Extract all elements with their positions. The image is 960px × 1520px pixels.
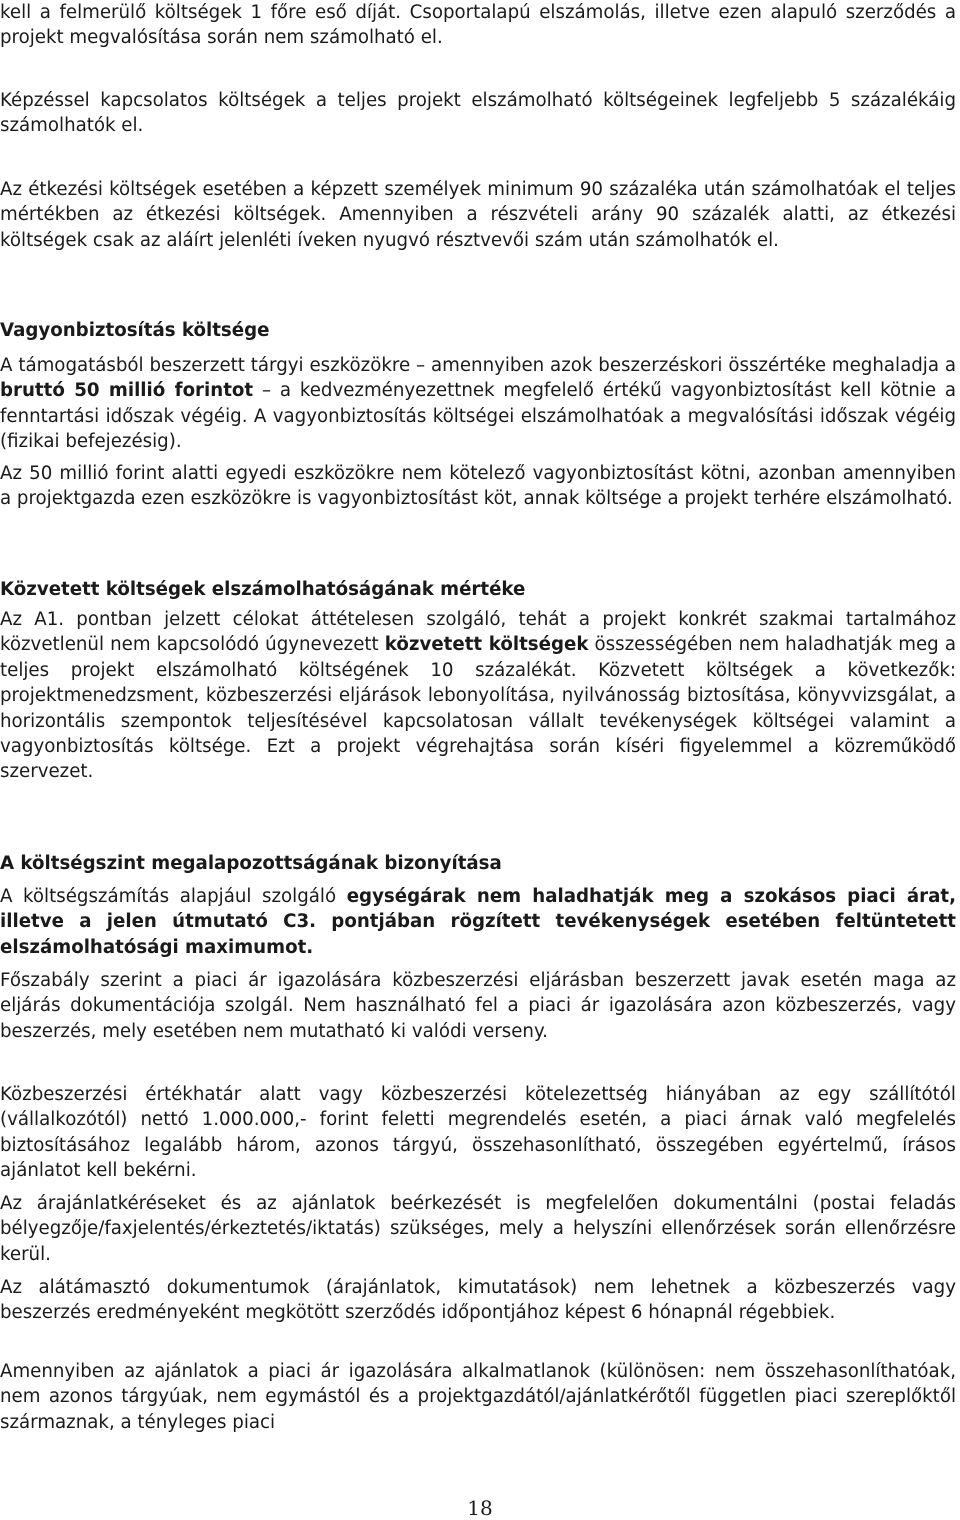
paragraph-unit-prices-bold: egységárak nem haladhatják meg a szokásos piaci árat, illetve a jelen útmutató C3. pontjában rögzített tevékenységek esetében feltüntetett elszámolhatósági maximumot. [0, 886, 956, 958]
paragraph-unit-prices-text-a: A költségszámítás alapjául szolgáló [0, 886, 347, 907]
heading-cost-level-proof: A költségszint megalapozottságának bizonyítása [0, 853, 502, 874]
heading-indirect-costs: Közvetett költségek elszámolhatóságának mértéke [0, 579, 526, 600]
paragraph-indirect-costs [0, 607, 956, 785]
paragraph-indirect-costs-text-c: összességében nem haladhatják meg a teljes projekt elszámolható költségének 10 százalékát. Közvetett költségek a következők: projektmenedzsment, közbeszerzési eljárások lebonyolítása, nyilvánosság biztosítása, könyvvizsgálat, a horizontális szempontok teljesítésével kapcsolatosan vállalt tevékenységek költségei valamint a vagyonbiztosítás költsége. Ezt a projekt végrehajtása során kíséri figyelemmel a közreműködő szervezet. [0, 634, 956, 783]
paragraph-training-costs: Képzéssel kapcsolatos költségek a teljes projekt elszámolható költségeinek legfeljebb 5 százalékáig számolhatók el. [0, 90, 956, 137]
paragraph-indirect-costs-bold: közvetett költségek [384, 634, 589, 656]
paragraph-offer-documentation: Az árajánlatkéréseket és az ajánlatok beérkezését is megfelelően dokumentálni (postai feladás bélyegzője/faxjelentés/érkeztetés/iktatás) szükséges, mely a helyszíni ellenőrzések során ellenőrzésre kerül. [0, 1193, 956, 1265]
paragraph-group-pricing: kell a felmerülő költségek 1 főre eső díját. Csoportalapú elszámolás, illetve ezen alapuló szerződés a projekt megvalósítása során nem számolható el. [0, 2, 956, 49]
paragraph-asset-insurance-text-a: A támogatásból beszerzett tárgyi eszközökre – amennyiben azok beszerzéskori összértéke meghaladja a [0, 355, 956, 376]
heading-asset-insurance: Vagyonbiztosítás költsége [0, 320, 270, 341]
paragraph-asset-insurance-text-c: – a kedvezményezettnek megfelelő értékű vagyonbiztosítást kell kötnie a fenntartási időszak végéig. A vagyonbiztosítás költségei elszámolhatóak a megvalósítási időszak végéig (fizikai befejezésig). [0, 380, 957, 453]
paragraph-catering-costs: Az étkezési költségek esetében a képzett személyek minimum 90 százaléka után számolhatóak el teljes mértékben az étkezési költségek. Amennyiben a részvételi arány 90 százalék alatti, az étkezési költségek csak az aláírt jelenléti íveken nyugvó résztvevői szám után számolhatók el. [0, 179, 956, 251]
page-number: 18 [467, 1496, 493, 1520]
paragraph-document-age: Az alátámasztó dokumentumok (árajánlatok, kimutatások) nem lehetnek a közbeszerzés vagy beszerzés eredményeként megkötött szerződés időpontjához képest 6 hónapnál régebbiek. [0, 1277, 956, 1324]
paragraph-unit-prices [0, 884, 956, 960]
paragraph-small-assets: Az 50 millió forint alatti egyedi eszközökre nem kötelező vagyonbiztosítást kötni, azonban amennyiben a projektgazda ezen eszközökre is vagyonbiztosítást köt, annak költsége a projekt terhére elszámolható. [0, 463, 956, 510]
paragraph-three-offers: Közbeszerzési értékhatár alatt vagy közbeszerzési kötelezettség hiányában az egy szállítótól (vállalkozótól) nettó 1.000.000,- forint feletti megrendelés esetén, a piaci árnak való megfelelés biztosításához legalább három, azonos tárgyú, összehasonlítható, összegében egyértelmű, írásos ajánlatot kell bekérni. [0, 1084, 956, 1182]
paragraph-indirect-costs-text-a: Az A1. pontban jelzett célokat áttételesen szolgáló, tehát a projekt konkrét szakmai tartalmához közvetlenül nem kapcsolódó úgynevezett [0, 609, 956, 656]
paragraph-asset-insurance [0, 353, 956, 455]
paragraph-asset-insurance-bold: bruttó 50 millió forintot [0, 380, 254, 402]
paragraph-unsuitable-offers: Amennyiben az ajánlatok a piaci ár igazolására alkalmatlanok (különösen: nem összehasonlíthatóak, nem azonos tárgyúak, nem egymástól és a projektgazdától/ajánlatkérőtől független piaci szereplőktől származnak, a tényleges piaci [0, 1361, 956, 1433]
paragraph-market-price-rule: Főszabály szerint a piaci ár igazolására közbeszerzési eljárásban beszerzett javak esetén maga az eljárás dokumentációja szolgál. Nem használható fel a piaci ár igazolására azon közbeszerzés, vagy beszerzés, mely esetében nem mutatható ki valódi verseny. [0, 970, 956, 1042]
